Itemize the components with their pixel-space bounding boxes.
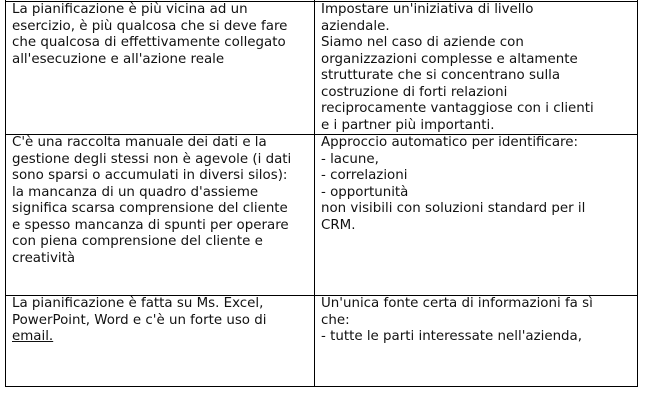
row1-right-line: reciprocamente vantaggiose con i clienti — [321, 101, 594, 116]
row1-left-line: che qualcosa di effettivamente collegato — [12, 35, 286, 50]
row1-right-line: organizzazioni complesse e altamente — [321, 51, 578, 67]
row2-right-line: non visibili con soluzioni standard per il — [321, 201, 586, 216]
row2-left-line: e spesso mancanza di spunti per operare — [12, 217, 289, 233]
table-row — [6, 296, 638, 387]
row2-right-cell — [315, 135, 638, 296]
row2-right-line: - opportunità — [321, 184, 409, 200]
row2-right-line: CRM. — [321, 217, 356, 233]
table-row — [6, 2, 638, 135]
row1-left-cell — [6, 2, 315, 135]
table-row — [6, 135, 638, 296]
row2-left-line: con piena comprensione del cliente e — [12, 234, 263, 249]
row3-right-line: Un'unica fonte certa di informazioni fa sì — [321, 296, 593, 311]
row2-left-line: la mancanza di un quadro d'assieme — [12, 184, 259, 200]
row3-left-line: La pianificazione è fatta su Ms. Excel, — [12, 296, 264, 311]
row2-right-line: Approccio automatico per identificare: — [321, 135, 579, 150]
row3-left-cell — [6, 296, 315, 387]
row2-left-line: significa scarsa comprensione del cliente — [12, 201, 288, 216]
row1-right-cell — [315, 2, 638, 135]
row2-left-line: gestione degli stessi non è agevole (i dati — [12, 151, 292, 167]
row3-right-line: che: — [321, 312, 350, 328]
row3-right-cell — [315, 296, 638, 387]
row1-right-line: aziendale. — [321, 18, 390, 34]
row3-right-line: - tutte le parti interessate nell'azienda, — [321, 329, 583, 344]
row1-left-line: La pianificazione è più vicina ad un — [12, 2, 248, 17]
row1-left-line: esercizio, è più qualcosa che si deve fare — [12, 18, 288, 34]
row2-left-line: creatività — [12, 250, 76, 266]
row1-right-line: Impostare un'iniziativa di livello — [321, 2, 534, 17]
row1-left-line: all'esecuzione e all'azione reale — [12, 51, 225, 67]
row2-right-line: - correlazioni — [321, 168, 408, 183]
row3-left-line-email: email. — [12, 329, 54, 344]
row1-right-line: strutturate che si concentrano sulla — [321, 68, 561, 83]
row2-left-line: sono sparsi o accumulati in diversi silos): — [12, 168, 288, 183]
row2-left-line: C'è una raccolta manuale dei dati e la — [12, 135, 267, 150]
row2-right-line: - lacune, — [321, 151, 379, 167]
row2-left-cell — [6, 135, 315, 296]
comparison-table — [5, 0, 638, 387]
row1-right-line: e i partner più importanti. — [321, 117, 495, 133]
row1-right-line: Siamo nel caso di aziende con — [321, 35, 524, 50]
row3-left-line: PowerPoint, Word e c'è un forte uso di — [12, 312, 267, 328]
row1-right-line: costruzione di forti relazioni — [321, 84, 508, 100]
